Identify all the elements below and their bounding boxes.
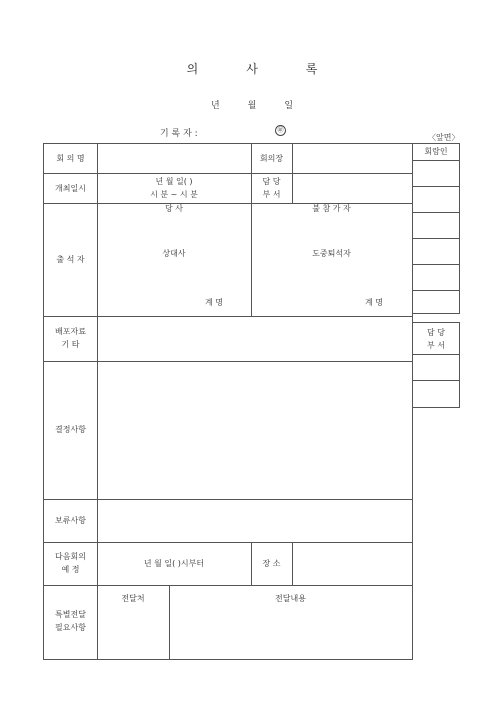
content-label: 전달내용 xyxy=(275,594,306,603)
others-label: 도중퇴석자 xyxy=(312,249,351,258)
title-char: 록 xyxy=(305,62,318,76)
page-title xyxy=(0,60,504,77)
seal-mark: ㊞ xyxy=(275,125,286,136)
dept-box-header-l2: 부 서 xyxy=(427,341,445,350)
handout-label-l1: 배포자료 xyxy=(55,327,86,336)
meeting-name-label: 회 의 명 xyxy=(56,154,85,163)
dept-box xyxy=(412,322,460,408)
recorder-label: 기 록 자 : xyxy=(160,129,198,139)
attendees-label: 출 석 자 xyxy=(56,255,85,264)
datetime-label: 개최일시 xyxy=(55,184,86,193)
circulation-box xyxy=(412,143,460,314)
title-char: 의 xyxy=(186,62,199,76)
date-line xyxy=(0,98,504,111)
next-meeting-label-l1: 다음회의 xyxy=(55,552,86,561)
counterpart-label: 상대사 xyxy=(162,249,186,258)
pending-label: 보류사항 xyxy=(55,516,86,525)
front-side-caption: 〈앞면〉 xyxy=(428,133,460,142)
chair-label: 회의장 xyxy=(259,154,284,163)
special-label-l2: 필요사항 xyxy=(55,623,86,632)
our-company-label: 당 사 xyxy=(165,204,183,213)
year-label: 년 xyxy=(210,101,220,111)
datetime-date: 년 월 일( ) xyxy=(155,177,193,186)
next-meeting-datetime: 년 월 일( )시부터 xyxy=(143,559,205,568)
next-meeting-label-l2: 예 정 xyxy=(61,565,80,574)
dept-label-l2: 부 서 xyxy=(262,190,281,199)
total-right: 계 명 xyxy=(365,298,383,307)
recorder-line xyxy=(160,126,320,139)
total-left: 계 명 xyxy=(205,298,223,307)
absent-label: 불 참 가 자 xyxy=(312,204,351,213)
place-label: 장 소 xyxy=(262,559,281,568)
dept-label-l1: 담 당 xyxy=(262,177,281,186)
circulation-header: 회람인 xyxy=(424,147,448,156)
minutes-table xyxy=(43,143,413,660)
dept-box-header-l1: 담 당 xyxy=(427,328,445,337)
decisions-label: 결정사항 xyxy=(55,425,86,434)
datetime-time: 시 분 ~ 시 분 xyxy=(150,190,198,199)
recipient-label: 전달처 xyxy=(121,594,145,603)
special-label-l1: 특별전달 xyxy=(55,610,86,619)
day-label: 일 xyxy=(284,101,294,111)
month-label: 월 xyxy=(247,101,257,111)
handout-label-l2: 기 타 xyxy=(61,340,80,349)
title-char: 사 xyxy=(246,62,258,76)
